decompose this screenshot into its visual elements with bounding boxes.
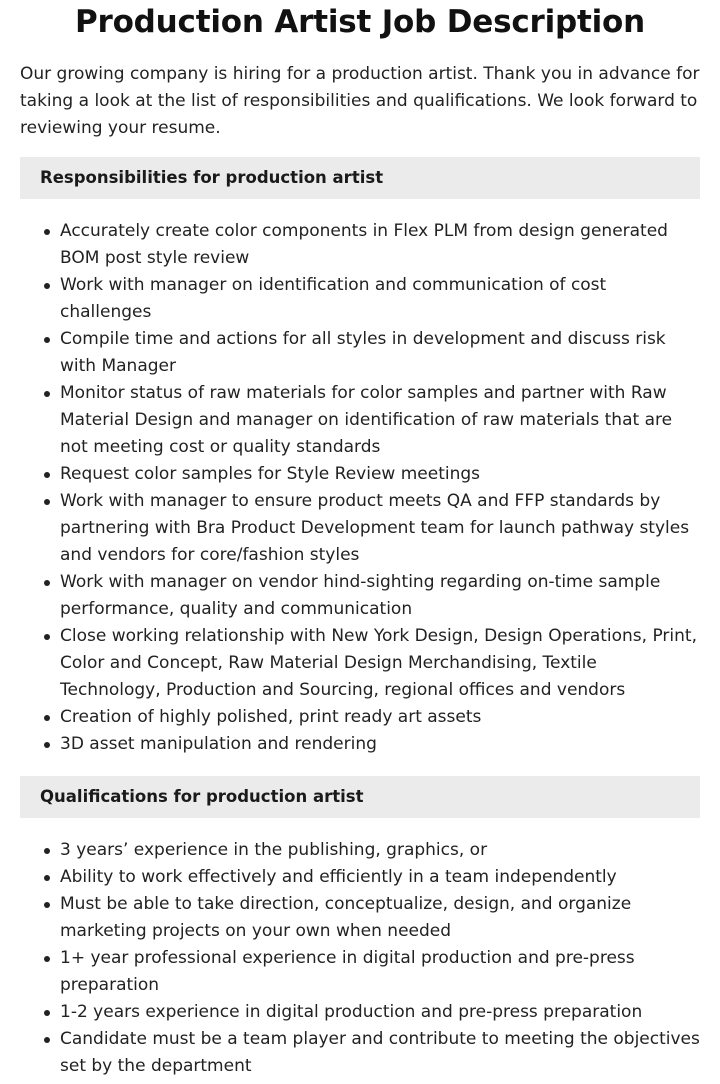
list-item: Close working relationship with New York Design, Design Operations, Print, Color and Concept, Raw Material Design Merchandising, Textile Technology, Production and Sourcing, regional offices and vendors (60, 623, 700, 704)
list-item: 1+ year professional experience in digital production and pre-press preparation (60, 945, 700, 999)
list-item: 1-2 years experience in digital production and pre-press preparation (60, 999, 700, 1026)
qualifications-heading: Qualifications for production artist (20, 776, 700, 818)
list-item: Compile time and actions for all styles in development and discuss risk with Manager (60, 326, 700, 380)
qualifications-list (20, 837, 700, 1080)
responsibilities-heading: Responsibilities for production artist (20, 157, 700, 199)
list-item: Ability to work effectively and efficiently in a team independently (60, 864, 700, 891)
list-item: Work with manager on vendor hind-sighting regarding on-time sample performance, quality and communication (60, 569, 700, 623)
list-item: 3 years’ experience in the publishing, graphics, or (60, 837, 700, 864)
list-item: 3D asset manipulation and rendering (60, 731, 700, 758)
page-title: Production Artist Job Description (74, 4, 646, 40)
list-item: Creation of highly polished, print ready art assets (60, 704, 700, 731)
list-item: Accurately create color components in Flex PLM from design generated BOM post style review (60, 218, 700, 272)
responsibilities-list (20, 218, 700, 758)
intro-paragraph: Our growing company is hiring for a production artist. Thank you in advance for taking a look at the list of responsibilities and qualifications. We look forward to reviewing your resume. (20, 64, 700, 138)
list-item: Work with manager on identification and communication of cost challenges (60, 272, 700, 326)
list-item: Request color samples for Style Review meetings (60, 461, 700, 488)
list-item: Work with manager to ensure product meets QA and FFP standards by partnering with Bra Product Development team for launch pathway styles and vendors for core/fashion styles (60, 488, 700, 569)
list-item: Monitor status of raw materials for color samples and partner with Raw Material Design and manager on identification of raw materials that are not meeting cost or quality standards (60, 380, 700, 461)
list-item: Candidate must be a team player and contribute to meeting the objectives set by the department (60, 1026, 700, 1080)
list-item: Must be able to take direction, conceptualize, design, and organize marketing projects on your own when needed (60, 891, 700, 945)
